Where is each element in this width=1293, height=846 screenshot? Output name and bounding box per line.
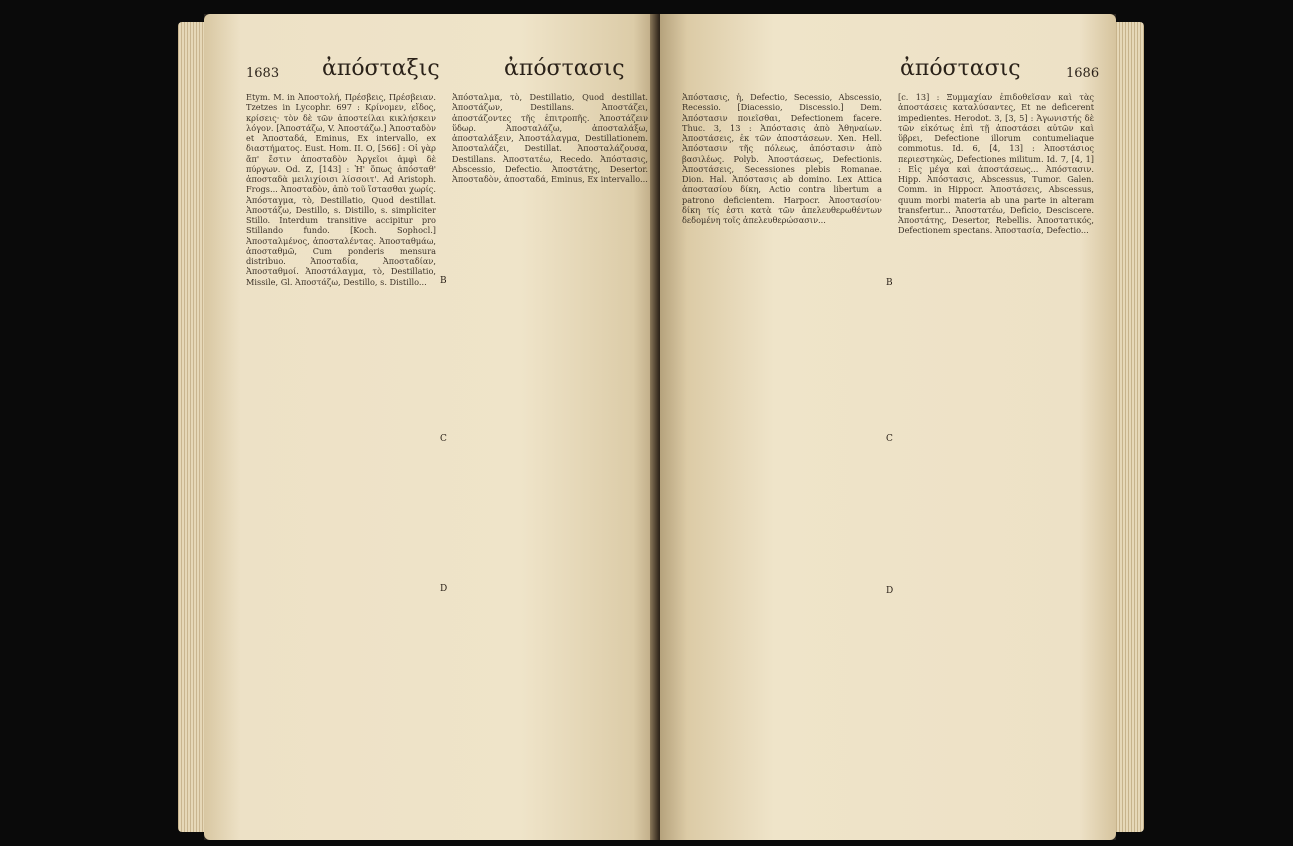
left-margin-mark-b: B (440, 276, 447, 286)
right-column-2-text: [c. 13] : Ξυμμαχίαν ἐπιδοθεῖσαν καὶ τὰς ἀποστάσεις καταλύσαντες, Et ne deficerent impedientes. Herodot. 3, [3, 5] : Ἀγωνιστής δὲ τῶν εἰκότως ἐπὶ τῇ ἀποστάσει αὐτῶν καὶ ὕβρει, Defectione illorum contumeliaque commotus. Id. 6, [4, 13] : Ἀποστάσιος περιεστηκὼς, Defectiones militum. Id. 7, [4, 1] : Εἰς μέγα καὶ ἀποστάσεως... Ἀπόστασιν. Hipp. Ἀπόστασις, Abscessus, Tumor. Galen. Comm. in Hippocr. Ἀποστάσεις, Abscessus, quum morbi materia ab una parte in alteram transfertur... Ἀποστατέω, Deficio, Desciscere. Ἀποστάτης, Desertor, Rebellis. Ἀποστατικός, Defectionem spectans. Ἀποστασία, Defectio... (898, 92, 1094, 236)
right-page-number: 1686 (1066, 66, 1100, 81)
right-margin-mark-d: D (886, 586, 894, 596)
left-column-1 (246, 92, 436, 820)
left-margin-mark-c: C (440, 434, 447, 444)
right-margin-mark-c: C (886, 434, 893, 444)
right-margin-mark-b: B (886, 278, 893, 288)
left-column-2 (452, 92, 648, 820)
left-margin-mark-d: D (440, 584, 448, 594)
page-edge-right (1114, 22, 1144, 832)
right-column-1 (682, 92, 882, 820)
right-headword: ἀπόστασις (900, 56, 1021, 81)
right-page (660, 14, 1116, 840)
page-edge-left (178, 22, 206, 832)
left-column-1-text: Etym. M. in Ἀποστολή, Πρέσβεις, Πρέσβειαν. Tzetzes in Lycophr. 697 : Κρίνομεν, εἴδος, κρίσεις· τὸν δὲ τῶν ἀποστείλαι κικλήσκειν λόγον. [Ἀποστάζω, V. Ἀποστάζω.] Ἀποσταδὸν et Ἀποσταδά, Eminus, Ex intervallo, ex διαστήματος. Eust. Hom. II. Ο, [566] : Οἱ γὰρ ἄπ' ἔστιν ἀποσταδὸν Ἀργεῖοι ἀμφὶ δὲ πύργων. Od. Z, [143] : Ἠ' ὅπως ἀπόσταθ' ἀποσταδὰ μειλιχίοισι λίσσοιτ'. Ad Aristoph. Frogs... Ἀποσταδὸν, ἀπὸ τοῦ ἵστασθαι χωρίς. Ἀπόσταγμα, τὸ, Destillatio, Quod destillat. Ἀποστάζω, Destillo, s. Distillo, s. simpliciter Stillo. Interdum transitive accipitur pro Stillando fundo. [Koch. Sophocl.] Ἀποσταλμένος, ἀποσταλέντας. Ἀποσταθμάω, ἀποσταθμῶ, Cum ponderis mensura distribuo. Ἀποσταδία, Ἀποσταδίαν, Ἀποσταθμοί. Ἀποστάλαγμα, τὸ, Destillatio, Missile, Gl. Ἀποστάζω, Destillo, s. Distillo... (246, 92, 436, 287)
left-column-2-text: Ἀπόσταλμα, τὸ, Destillatio, Quod destillat. Ἀποστάζων, Destillans. Ἀποστάζει, ἀποστάζοντες τῆς ἐπιτροπῆς. Ἀποστάζειν ὕδωρ. Ἀποσταλάζω, ἀποσταλάξω, ἀποσταλάξειν, Ἀποστάλαγμα, Destillationem. Ἀποσταλάζει, Destillat. Ἀποσταλάζουσα, Destillans. Ἀποστατέω, Recedo. Ἀπόστασις, Abscessio, Defectio. Ἀποστάτης, Desertor. Ἀποσταδὸν, ἀποσταδά, Eminus, Ex intervallo... (452, 92, 648, 184)
left-page (204, 14, 656, 840)
right-column-2 (898, 92, 1094, 820)
left-headword-2: ἀπόστασις (504, 56, 625, 81)
right-column-1-text: Ἀπόστασις, ἡ, Defectio, Secessio, Abscessio, Recessio. [Diacessio, Discessio.] Dem. Ἀπόστασιν ποιεῖσθαι, Defectionem facere. Thuc. 3, 13 : Ἀπόστασις ἀπὸ Ἀθηναίων. Ἀποστάσεις, ἐκ τῶν ἀποστάσεων. Xen. Hell. Ἀπόστασιν τῆς πόλεως, ἀπόστασιν ἀπὸ βασιλέως. Polyb. Ἀποστάσεως, Defectionis. Ἀποστάσεις, Secessiones plebis Romanae. Dion. Hal. Ἀπόστασις ab domino. Lex Attica ἀποστασίου δίκη, Actio contra libertum a patrono deficientem. Harpocr. Ἀποστασίου· δίκη τίς ἐστι κατὰ τῶν ἀπελευθερωθέντων δεδομένη τοῖς ἀπελευθερώσασιν... (682, 92, 882, 225)
open-book (204, 14, 1116, 840)
left-headword-1: ἀπόσταξις (322, 56, 440, 81)
left-page-number: 1683 (246, 66, 280, 81)
